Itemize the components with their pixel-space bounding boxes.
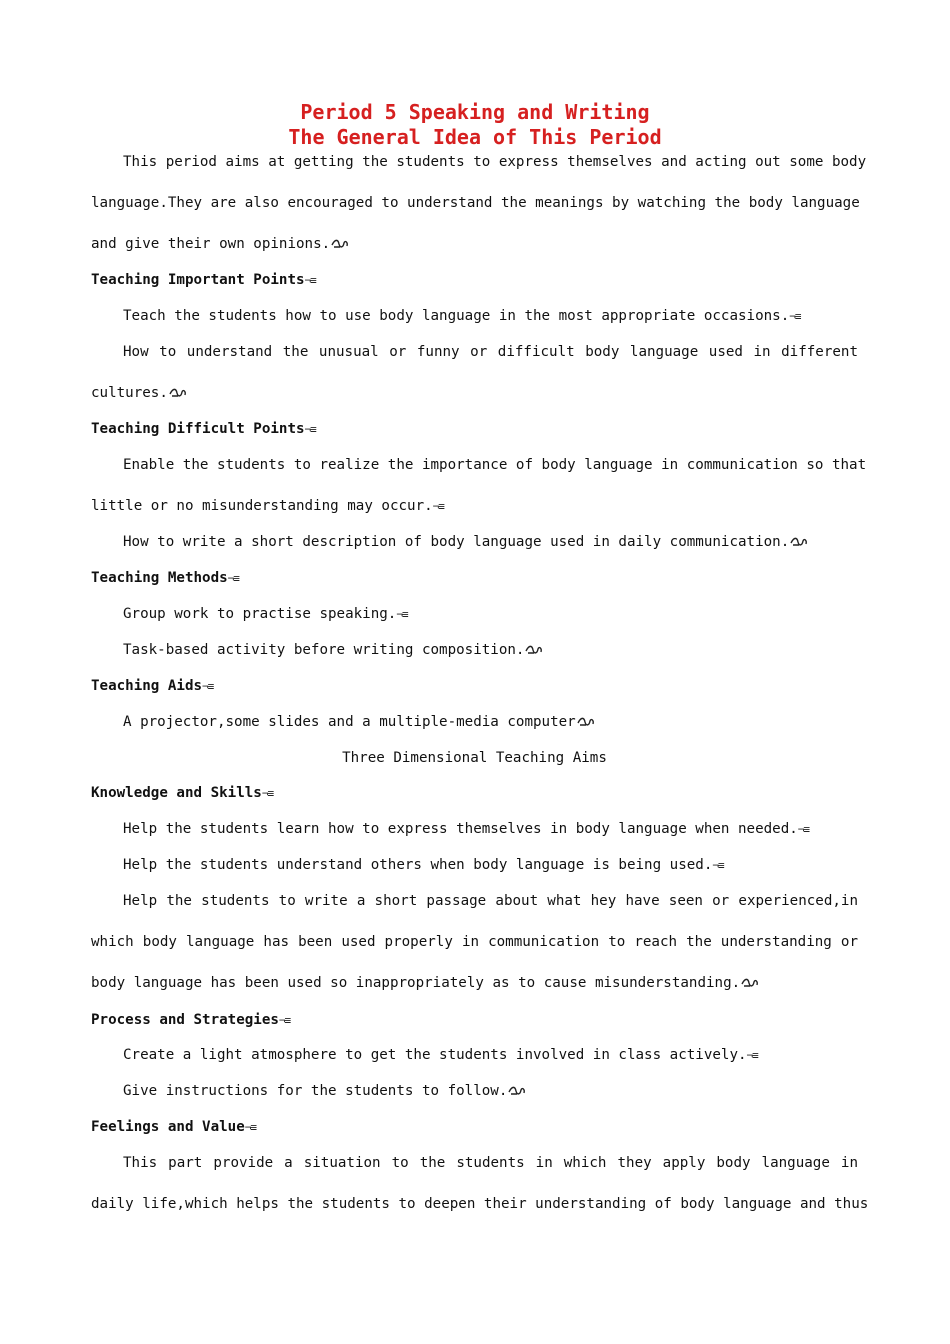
knowledge-3-line-2: which body language has been used properly in communication to reach the understanding or bbox=[91, 934, 858, 950]
method-1 bbox=[123, 605, 858, 624]
heading-text: Feelings and Value bbox=[91, 1119, 245, 1135]
section-heading-aids bbox=[91, 677, 858, 696]
line-end-mark: ¬≡ bbox=[227, 572, 239, 585]
important-point-1 bbox=[123, 307, 858, 326]
scribble-icon bbox=[577, 716, 595, 728]
scribble-icon bbox=[508, 1085, 526, 1097]
paragraph-text: Teach the students how to use body language in the most appropriate occasions. bbox=[123, 308, 790, 324]
line-end-mark: ¬≡ bbox=[432, 500, 444, 513]
paragraph-text: A projector,some slides and a multiple-media computer bbox=[123, 714, 576, 730]
intro-line-1: This period aims at getting the students to express themselves and acting out some body bbox=[123, 154, 867, 170]
line-end-mark: ¬≡ bbox=[797, 823, 810, 836]
process-1 bbox=[123, 1046, 858, 1065]
section-heading-important bbox=[91, 271, 858, 290]
intro-line-3 bbox=[91, 235, 858, 253]
heading-text: Teaching Methods bbox=[91, 570, 228, 586]
intro-line-3-text: and give their own opinions. bbox=[91, 236, 331, 252]
line-end-mark: ¬≡ bbox=[244, 1121, 256, 1134]
heading-text: Process and Strategies bbox=[91, 1012, 279, 1028]
line-end-mark: ¬≡ bbox=[396, 608, 408, 621]
feelings-1-line-1: This part provide a situation to the students in which they apply body language in bbox=[123, 1155, 858, 1171]
paragraph-text: little or no misunderstanding may occur. bbox=[91, 498, 433, 514]
section-heading-process bbox=[91, 1011, 858, 1030]
scribble-icon bbox=[741, 977, 759, 989]
section-heading-feelings bbox=[91, 1118, 858, 1137]
difficult-point-1-line-1: Enable the students to realize the importance of body language in communication so that bbox=[123, 457, 867, 473]
section-heading-methods bbox=[91, 569, 858, 588]
intro-line-2: language.They are also encouraged to understand the meanings by watching the body language bbox=[91, 195, 860, 211]
process-2 bbox=[123, 1082, 858, 1100]
difficult-point-2 bbox=[123, 533, 858, 551]
aid-1 bbox=[123, 713, 858, 731]
feelings-1-line-2: daily life,which helps the students to deepen their understanding of body language and thus bbox=[91, 1196, 869, 1212]
line-end-mark: ¬≡ bbox=[712, 859, 724, 872]
line-end-mark: ¬≡ bbox=[202, 680, 214, 693]
heading-text: Teaching Important Points bbox=[91, 272, 305, 288]
method-2 bbox=[123, 641, 858, 659]
page-title: Period 5 Speaking and Writing bbox=[300, 100, 650, 124]
paragraph-text: cultures. bbox=[91, 385, 168, 401]
paragraph-text: How to write a short description of body language used in daily communication. bbox=[123, 534, 790, 550]
paragraph-text: Group work to practise speaking. bbox=[123, 606, 397, 622]
paragraph-text: Task-based activity before writing composition. bbox=[123, 642, 525, 658]
knowledge-3-line-3 bbox=[91, 974, 858, 992]
knowledge-2 bbox=[123, 856, 858, 875]
section-heading-difficult bbox=[91, 420, 858, 439]
paragraph-text: Give instructions for the students to follow. bbox=[123, 1083, 508, 1099]
line-end-mark: ¬≡ bbox=[261, 787, 274, 800]
line-end-mark: ¬≡ bbox=[304, 274, 316, 287]
paragraph-text: Create a light atmosphere to get the students involved in class actively. bbox=[123, 1047, 747, 1063]
page-subtitle: The General Idea of This Period bbox=[288, 125, 662, 149]
line-end-mark: ¬≡ bbox=[304, 423, 316, 436]
scribble-icon bbox=[525, 644, 543, 656]
scribble-icon bbox=[331, 238, 349, 250]
scribble-icon bbox=[169, 387, 187, 399]
important-point-2-line-2 bbox=[91, 384, 858, 402]
heading-text: Teaching Difficult Points bbox=[91, 421, 305, 437]
difficult-point-1-line-2 bbox=[91, 497, 858, 516]
important-point-2-line-1: How to understand the unusual or funny or difficult body language used in different bbox=[123, 344, 858, 360]
aims-title: Three Dimensional Teaching Aims bbox=[342, 750, 607, 766]
heading-text: Knowledge and Skills bbox=[91, 785, 262, 801]
paragraph-text: Help the students learn how to express themselves in body language when needed. bbox=[123, 821, 798, 837]
paragraph-text: Help the students understand others when body language is being used. bbox=[123, 857, 713, 873]
line-end-mark: ¬≡ bbox=[278, 1014, 291, 1027]
knowledge-1 bbox=[123, 820, 858, 839]
section-heading-knowledge bbox=[91, 784, 858, 803]
heading-text: Teaching Aids bbox=[91, 678, 203, 694]
line-end-mark: ¬≡ bbox=[746, 1049, 758, 1062]
line-end-mark: ¬≡ bbox=[789, 310, 801, 323]
paragraph-text: body language has been used so inappropriately as to cause misunderstanding. bbox=[91, 975, 741, 991]
knowledge-3-line-1: Help the students to write a short passage about what hey have seen or experienced,in bbox=[123, 893, 858, 909]
scribble-icon bbox=[790, 536, 808, 548]
